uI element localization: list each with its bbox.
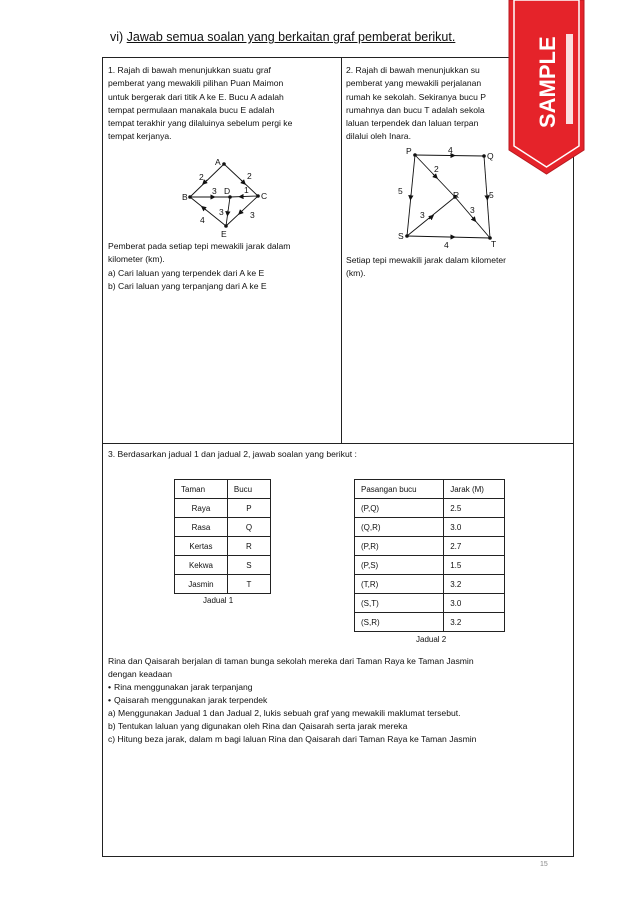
table-cell: Raya (175, 499, 228, 518)
q3-question: b) Tentukan laluan yang digunakan oleh Rina dan Qaisarah serta jarak mereka (108, 721, 408, 731)
table-cell: 3.0 (444, 518, 505, 537)
column-divider (341, 57, 342, 443)
bullet-icon: • (108, 695, 112, 705)
q3-body (108, 655, 568, 746)
weight-label: 5 (398, 186, 403, 196)
table-2-caption: Jadual 2 (416, 635, 447, 644)
bullet-item (108, 694, 568, 707)
table-2 (354, 479, 505, 632)
table-cell: Kekwa (175, 556, 228, 575)
table-row (175, 556, 271, 575)
weight-label: 3 (250, 210, 255, 220)
page-number: 15 (540, 861, 548, 868)
table-1 (174, 479, 271, 594)
heading-text: Jawab semua soalan yang berkaitan graf pemberat berikut. (126, 30, 456, 44)
edge-s-t (407, 236, 490, 238)
table-row (355, 613, 505, 632)
weight-label: 4 (200, 215, 205, 225)
vertex-label: C (261, 191, 268, 201)
table-row (175, 575, 271, 594)
weight-label: 4 (444, 240, 449, 250)
table-cell: R (227, 537, 270, 556)
edge-s-r (407, 197, 455, 236)
row-divider (102, 443, 574, 444)
q1-line: untuk bergerak dari titik A ke E. Bucu A adalah (108, 91, 284, 102)
table-cell: Jasmin (175, 575, 228, 594)
weight-label: 3 (420, 210, 425, 220)
q1-after-line: kilometer (km). (108, 254, 165, 265)
q2-line: rumah ke sekolah. Sekiranya bucu P (346, 91, 486, 102)
table-cell: (P,S) (355, 556, 444, 575)
section-heading (110, 30, 455, 44)
table-cell: Kertas (175, 537, 228, 556)
q3-intro-line: Rina dan Qaisarah berjalan di taman bunga sekolah mereka dari Taman Raya ke Taman Jasmin (108, 656, 474, 666)
table-cell: (Q,R) (355, 518, 444, 537)
table-cell: 2.5 (444, 499, 505, 518)
table-cell: 2.7 (444, 537, 505, 556)
table-row (175, 499, 271, 518)
vertex-label: B (182, 192, 188, 202)
weight-label: 2 (199, 172, 204, 182)
q2-text (346, 64, 506, 144)
q1-after (108, 240, 336, 293)
table-cell: (T,R) (355, 575, 444, 594)
q1-line: pemberat yang mewakili pilihan Puan Maimon (108, 78, 284, 89)
table-row (355, 499, 505, 518)
vertex-label: A (215, 157, 221, 167)
vertex-label: S (398, 231, 404, 241)
vertex-label: R (453, 190, 460, 200)
q2-graph (395, 142, 505, 252)
table-header-cell: Taman (175, 480, 228, 499)
weight-label: 4 (448, 145, 453, 155)
weight-label: 2 (434, 164, 439, 174)
table-cell: 3.0 (444, 594, 505, 613)
bullet-icon: • (108, 682, 112, 692)
table-cell: S (227, 556, 270, 575)
table-cell: (S,T) (355, 594, 444, 613)
table-row (355, 575, 505, 594)
table-header (355, 480, 505, 499)
watermark-text: SAMPLE (535, 36, 560, 128)
vertex-label: P (406, 146, 412, 156)
q1-graph (170, 152, 280, 244)
bullet-item (108, 681, 568, 694)
table-row (175, 537, 271, 556)
q2-line: laluan terpendek dan laluan terpan (346, 118, 479, 129)
q1-after-line: Pemberat pada setiap tepi mewakili jarak dalam (108, 241, 291, 251)
q3-question: c) Hitung beza jarak, dalam m bagi laluan Rina dan Qaisarah dari Taman Raya ke Taman Jasmin (108, 734, 477, 744)
weight-label: 3 (470, 205, 475, 215)
table-row (355, 537, 505, 556)
table-cell: T (227, 575, 270, 594)
q3-question: a) Menggunakan Jadual 1 dan Jadual 2, lukis sebuah graf yang mewakili maklumat tersebut. (108, 708, 461, 718)
table-row (355, 556, 505, 575)
weight-label: 2 (247, 171, 252, 181)
table-row (175, 518, 271, 537)
q1-line: tempat terakhir yang dilaluinya sebelum pergi ke (108, 118, 293, 129)
table-cell: 3.2 (444, 575, 505, 594)
q3-intro-line: dengan keadaan (108, 669, 173, 679)
table-1-caption: Jadual 1 (203, 596, 234, 605)
q2-after (346, 254, 571, 281)
q2-line: 2. Rajah di bawah menunjukkan su (346, 65, 480, 75)
vertex-label: T (491, 239, 497, 249)
q2-line: rumahnya dan bucu T adalah sekola (346, 104, 485, 115)
table-row (355, 594, 505, 613)
q1-text (108, 64, 336, 144)
q1-after-line: b) Cari laluan yang terpanjang dari A ke E (108, 280, 267, 291)
table-header-cell: Jarak (M) (444, 480, 505, 499)
q1-line: tempat kerjanya. (108, 131, 172, 142)
weight-label: 3 (219, 207, 224, 217)
sample-watermark (507, 0, 586, 176)
table-cell: Rasa (175, 518, 228, 537)
bullet-text: Rina menggunakan jarak terpanjang (114, 682, 253, 692)
q2-line: pemberat yang mewakili perjalanan (346, 78, 482, 89)
table-cell: 3.2 (444, 613, 505, 632)
q3-title: 3. Berdasarkan jadual 1 dan jadual 2, jawab soalan yang berikut : (108, 449, 357, 459)
table-cell: P (227, 499, 270, 518)
weight-label: 5 (489, 190, 494, 200)
edge-p-q (415, 155, 484, 156)
heading-prefix: vi) (110, 30, 127, 44)
q1-line: tempat permulaan manakala bucu E adalah (108, 104, 275, 115)
vertex-label: Q (487, 151, 494, 161)
vertex-label: D (224, 186, 231, 196)
q1-line: 1. Rajah di bawah menunjukkan suatu graf (108, 65, 271, 75)
table-header-cell: Pasangan bucu (355, 480, 444, 499)
table-cell: (P,R) (355, 537, 444, 556)
table-header (175, 480, 271, 499)
table-cell: (S,R) (355, 613, 444, 632)
weight-label: 1 (244, 185, 249, 195)
table-row (355, 518, 505, 537)
vertex-label: E (221, 229, 227, 239)
q2-after-line: (km). (346, 268, 366, 279)
bullet-text: Qaisarah menggunakan jarak terpendek (114, 695, 268, 705)
q1-after-line: a) Cari laluan yang terpendek dari A ke E (108, 267, 265, 278)
table-cell: Q (227, 518, 270, 537)
table-header-cell: Bucu (227, 480, 270, 499)
q2-after-line: Setiap tepi mewakili jarak dalam kilometer (346, 255, 507, 265)
table-cell: 1.5 (444, 556, 505, 575)
q2-line: dilalui oleh Inara. (346, 131, 411, 142)
weight-label: 3 (212, 186, 217, 196)
table-cell: (P,Q) (355, 499, 444, 518)
